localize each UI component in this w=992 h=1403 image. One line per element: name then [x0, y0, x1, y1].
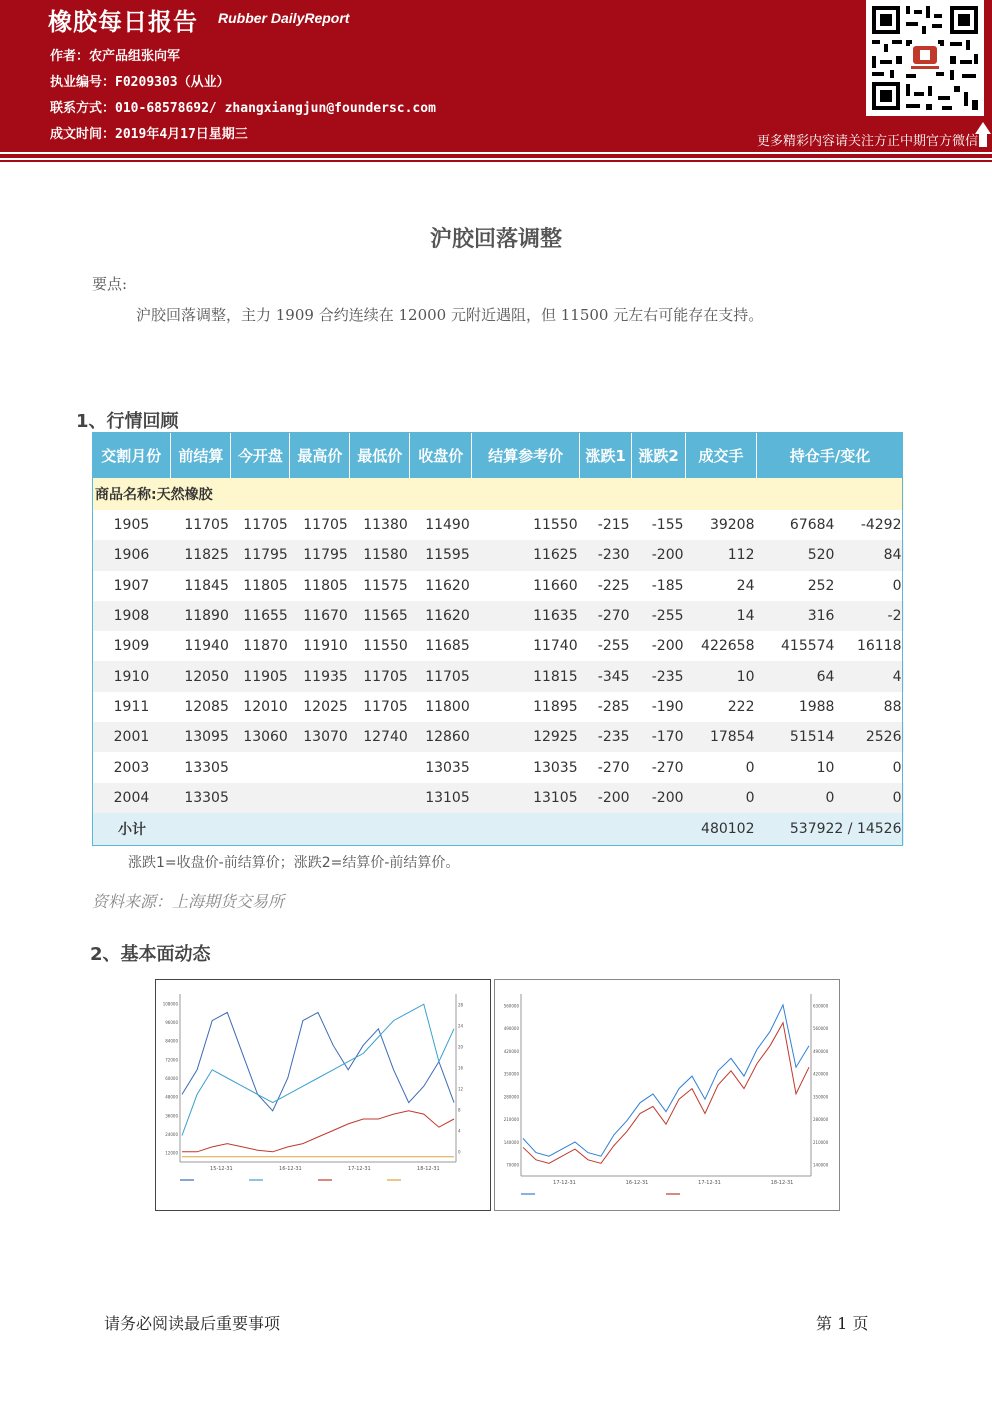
author-line [50, 45, 180, 64]
table-cell: 11655 [231, 601, 290, 631]
table-cell: 0 [892, 759, 902, 776]
table-cell [350, 783, 410, 813]
table-cell: 11380 [363, 517, 408, 534]
column-header: 结算参考价 [472, 432, 580, 478]
table-cell: 13305 [171, 783, 231, 813]
section-fundamentals: 2、基本面动态 [90, 944, 211, 965]
table-cell: 252 [807, 577, 835, 594]
y-tick-label-left: 108000 [162, 1001, 178, 1007]
table-row [92, 571, 904, 601]
table-cell: 11740 [533, 638, 578, 655]
table-cell [290, 752, 350, 782]
table-cell: 11580 [350, 540, 410, 570]
table-cell: 2004 [92, 783, 171, 813]
y-tick-label-left: 48000 [165, 1094, 178, 1100]
series-line [523, 1023, 809, 1164]
table-cell: 0 [836, 783, 903, 813]
table-cell: 24 [736, 577, 755, 594]
table-cell: 11550 [363, 638, 408, 655]
table-cell: 11490 [425, 517, 470, 534]
series-line [182, 1111, 454, 1152]
table-cell: 12050 [171, 661, 231, 691]
table-cell: 11825 [171, 540, 231, 570]
table-cell: 12860 [410, 722, 472, 752]
table-cell: -170 [632, 722, 686, 752]
table-cell: 13305 [184, 759, 229, 776]
license-key: 执业编号： [50, 75, 116, 90]
y-tick-label-left: 70000 [506, 1162, 519, 1168]
x-tick-label: 18-12-31 [417, 1166, 440, 1172]
table-cell: 11795 [231, 540, 290, 570]
table-cell: 11625 [472, 540, 580, 570]
y-tick-label-right: 4 [458, 1128, 461, 1134]
table-cell: 13095 [171, 722, 231, 752]
table-cell: 11595 [410, 540, 472, 570]
y-tick-label-right: 140000 [813, 1162, 829, 1168]
x-tick-label: 18-12-31 [770, 1180, 794, 1186]
table-cell: 316 [757, 601, 837, 631]
x-tick-label: 16-12-31 [625, 1180, 649, 1186]
author-key: 作者： [50, 49, 90, 64]
category-label: 商品名称:天然橡胶 [92, 478, 904, 510]
report-title: 橡胶每日报告 [48, 7, 198, 36]
y-tick-label-left: 84000 [165, 1038, 178, 1044]
follow-wechat-text: 更多精彩内容请关注方正中期官方微信 [756, 134, 978, 149]
table-cell: 1909 [113, 638, 150, 655]
y-tick-label-right: 560000 [813, 1026, 829, 1032]
table-cell: 51514 [757, 722, 837, 752]
table-cell: 2001 [92, 722, 171, 752]
qr-code-icon [866, 0, 984, 116]
y-tick-label-right: 28 [458, 1002, 464, 1008]
table-cell: 13060 [231, 722, 290, 752]
table-row [92, 783, 904, 813]
table-cell: 422658 [701, 638, 755, 655]
table-cell: 222 [727, 698, 755, 715]
table-row [92, 722, 904, 752]
table-cell: 14 [686, 601, 757, 631]
y-tick-label-left: 420000 [503, 1048, 519, 1054]
y-tick-label-right: 420000 [813, 1071, 829, 1077]
chart-left-svg [156, 980, 490, 1210]
table-cell: 11660 [533, 577, 578, 594]
y-tick-label-right: 490000 [813, 1048, 829, 1054]
table-cell: 11815 [472, 661, 580, 691]
table-cell: 1907 [113, 577, 150, 594]
y-tick-label-left: 280000 [503, 1094, 519, 1100]
table-cell: 11705 [184, 517, 229, 534]
table-cell: 11845 [184, 577, 229, 594]
table-cell: -200 [580, 783, 632, 813]
table-cell: 11635 [472, 601, 580, 631]
subtotal-volume: 480102 [686, 813, 757, 845]
y-tick-label-right: 210000 [813, 1139, 829, 1145]
key-points-text: 沪胶回落调整，主力 1909 合约连续在 12000 元附近遇阻，但 11500 元左右可能存在支持。 [136, 306, 764, 324]
table-cell: -155 [651, 517, 684, 534]
table-cell: 11800 [425, 698, 470, 715]
table-cell: 64 [757, 661, 837, 691]
y-tick-label-left: 60000 [165, 1076, 178, 1081]
table-cell: 13105 [410, 783, 472, 813]
table-row [92, 631, 904, 661]
x-tick-label: 16-12-31 [279, 1166, 302, 1172]
table-cell: 1906 [92, 540, 171, 570]
table-cell: 11805 [303, 577, 348, 594]
arrow-stem [979, 133, 987, 147]
series-line [182, 1012, 454, 1110]
table-cell: 112 [686, 540, 757, 570]
category-row [92, 478, 904, 510]
table-cell: 13035 [425, 759, 470, 776]
header-rule [0, 154, 992, 158]
y-tick-label-right: 630000 [813, 1003, 829, 1009]
date-value: 2019年4月17日星期三 [115, 127, 248, 142]
series-line [182, 1004, 454, 1135]
table-cell: 0 [745, 759, 755, 776]
table-cell: 12085 [184, 698, 229, 715]
table-cell: 13105 [472, 783, 580, 813]
key-points-label: 要点: [92, 275, 128, 293]
license-line [50, 71, 230, 90]
formula-note: 涨跌1=收盘价-前结算价；涨跌2=结算价-前结算价。 [128, 855, 460, 871]
document-title: 沪胶回落调整 [429, 226, 562, 252]
column-header: 成交手 [686, 432, 757, 478]
license-value: F0209303（从业） [115, 75, 230, 90]
contact-line [50, 97, 436, 116]
y-tick-label-right: 20 [458, 1044, 464, 1050]
table-cell: 1905 [113, 517, 150, 534]
author-value: 农产品组张向军 [89, 49, 181, 64]
x-tick-label: 15-12-31 [210, 1166, 233, 1172]
column-header: 涨跌1 [580, 432, 632, 478]
table-cell: -200 [632, 783, 686, 813]
table-cell: 13035 [533, 759, 578, 776]
chart-right-svg [495, 980, 839, 1210]
table-cell: 1910 [92, 661, 171, 691]
table-cell: 0 [686, 783, 757, 813]
y-tick-label-left: 36000 [165, 1113, 178, 1119]
table-cell: 1908 [92, 601, 171, 631]
table-cell: 11795 [290, 540, 350, 570]
table-header-row [92, 432, 904, 478]
x-tick-label: 17-12-31 [698, 1180, 721, 1186]
date-key: 成文时间： [50, 127, 116, 142]
y-tick-label-left: 24000 [165, 1132, 178, 1137]
table-cell: 2003 [113, 759, 150, 776]
table-row [92, 752, 904, 782]
table-cell: 11805 [243, 577, 288, 594]
y-tick-label-left: 490000 [503, 1026, 519, 1032]
table-cell: 11705 [410, 661, 472, 691]
table-cell: -230 [580, 540, 632, 570]
table-cell: 11870 [243, 638, 288, 655]
column-header: 前结算 [171, 432, 231, 478]
table-row [92, 540, 904, 570]
column-header: 收盘价 [410, 432, 472, 478]
column-header: 最高价 [290, 432, 350, 478]
table-cell: 4 [836, 661, 903, 691]
table-row [92, 510, 904, 540]
table-cell: -190 [651, 698, 684, 715]
y-tick-label-right: 16 [458, 1065, 464, 1071]
table-cell: -345 [580, 661, 632, 691]
table-cell: 10 [686, 661, 757, 691]
table-cell: 11910 [303, 638, 348, 655]
chart-left [155, 979, 491, 1211]
table-cell: 88 [883, 698, 902, 715]
y-tick-label-left: 72000 [165, 1057, 178, 1063]
table-cell: 11670 [290, 601, 350, 631]
table-cell: 12010 [243, 698, 288, 715]
table-cell: 11895 [533, 698, 578, 715]
table-cell: -270 [580, 601, 632, 631]
column-header: 交割月份 [92, 432, 171, 478]
table-cell: -235 [632, 661, 686, 691]
table-cell: -255 [632, 601, 686, 631]
date-line [50, 123, 248, 142]
table-row [92, 692, 904, 722]
table-cell: 39208 [709, 517, 755, 534]
table-cell: -270 [597, 759, 630, 776]
table-cell [290, 783, 350, 813]
table-cell: 11620 [410, 601, 472, 631]
column-header: 涨跌2 [632, 432, 686, 478]
table-cell: -255 [597, 638, 630, 655]
section-market-review: 1、行情回顾 [76, 411, 179, 432]
y-tick-label-right: 8 [458, 1107, 461, 1113]
y-tick-label-right: 0 [458, 1149, 461, 1155]
report-subtitle: Rubber DailyReport [218, 10, 350, 26]
contact-key: 联系方式： [50, 101, 116, 116]
table-cell: 1911 [113, 698, 150, 715]
table-cell: 0 [892, 577, 902, 594]
y-tick-label-right: 12 [458, 1086, 464, 1092]
table-cell: 16118 [856, 638, 902, 655]
table-cell: 11705 [303, 517, 348, 534]
table-cell: -225 [597, 577, 630, 594]
y-tick-label-right: 24 [458, 1023, 464, 1029]
table-cell [350, 752, 410, 782]
table-cell: 17854 [686, 722, 757, 752]
y-tick-label-left: 350000 [503, 1071, 519, 1077]
table-cell: 0 [757, 783, 837, 813]
table-cell: 11890 [171, 601, 231, 631]
y-tick-label-right: 350000 [813, 1094, 829, 1100]
table-cell: 2526 [836, 722, 903, 752]
y-tick-label-left: 560000 [503, 1003, 519, 1009]
y-tick-label-left: 12000 [165, 1150, 178, 1156]
table-cell: 11550 [533, 517, 578, 534]
table-row [92, 661, 904, 691]
table-cell: 11940 [184, 638, 229, 655]
subtotal-row [92, 813, 904, 845]
table-cell: 11575 [363, 577, 408, 594]
y-tick-label-left: 210000 [503, 1117, 519, 1123]
table-cell: 11705 [243, 517, 288, 534]
x-tick-label: 17-12-31 [553, 1180, 576, 1186]
y-tick-label-right: 280000 [813, 1117, 829, 1123]
table-cell: -215 [597, 517, 630, 534]
table-cell: 84 [836, 540, 903, 570]
table-cell: 11705 [363, 698, 408, 715]
y-tick-label-left: 140000 [503, 1139, 519, 1145]
table-cell: -2 [836, 601, 903, 631]
contact-value: 010-68578692/ zhangxiangjun@foundersc.com [115, 101, 436, 116]
table-cell: 415574 [781, 638, 835, 655]
table-cell: 12925 [472, 722, 580, 752]
subtotal-label: 小计 [92, 813, 686, 845]
table-cell: -4292 [860, 517, 902, 534]
table-cell: 12740 [350, 722, 410, 752]
market-table [92, 432, 904, 845]
table-cell: -200 [651, 638, 684, 655]
table-cell: 11935 [290, 661, 350, 691]
x-tick-label: 17-12-31 [348, 1166, 371, 1172]
source-note: 资料来源：上海期货交易所 [92, 892, 285, 911]
footer-page-number: 第 1 页 [816, 1314, 869, 1333]
table-cell: 11905 [231, 661, 290, 691]
qr-code[interactable] [866, 0, 984, 116]
footer-disclaimer: 请务必阅读最后重要事项 [104, 1314, 281, 1333]
table-row [92, 601, 904, 631]
column-header: 持仓手/变化 [757, 432, 904, 478]
table-cell: -185 [651, 577, 684, 594]
column-header: 最低价 [350, 432, 410, 478]
column-header: 今开盘 [231, 432, 290, 478]
table-cell: 11620 [425, 577, 470, 594]
subtotal-open-interest: 537922 / 14526 [757, 813, 904, 845]
table-cell [231, 783, 290, 813]
table-cell: 520 [757, 540, 837, 570]
table-cell: 67684 [789, 517, 835, 534]
chart-right [494, 979, 840, 1211]
series-line [523, 1005, 809, 1156]
table-cell: -235 [580, 722, 632, 752]
header-rule-thin [0, 160, 992, 162]
table-cell: 11685 [425, 638, 470, 655]
table-cell [231, 752, 290, 782]
table-cell: 11705 [350, 661, 410, 691]
table-cell: 12025 [303, 698, 348, 715]
table-cell: -285 [597, 698, 630, 715]
table-cell: 11565 [350, 601, 410, 631]
table-cell: -270 [651, 759, 684, 776]
y-tick-label-left: 96000 [165, 1020, 178, 1025]
table-cell: 10 [816, 759, 835, 776]
table-cell: 13070 [290, 722, 350, 752]
table-cell: 1988 [798, 698, 835, 715]
table-cell: -200 [632, 540, 686, 570]
